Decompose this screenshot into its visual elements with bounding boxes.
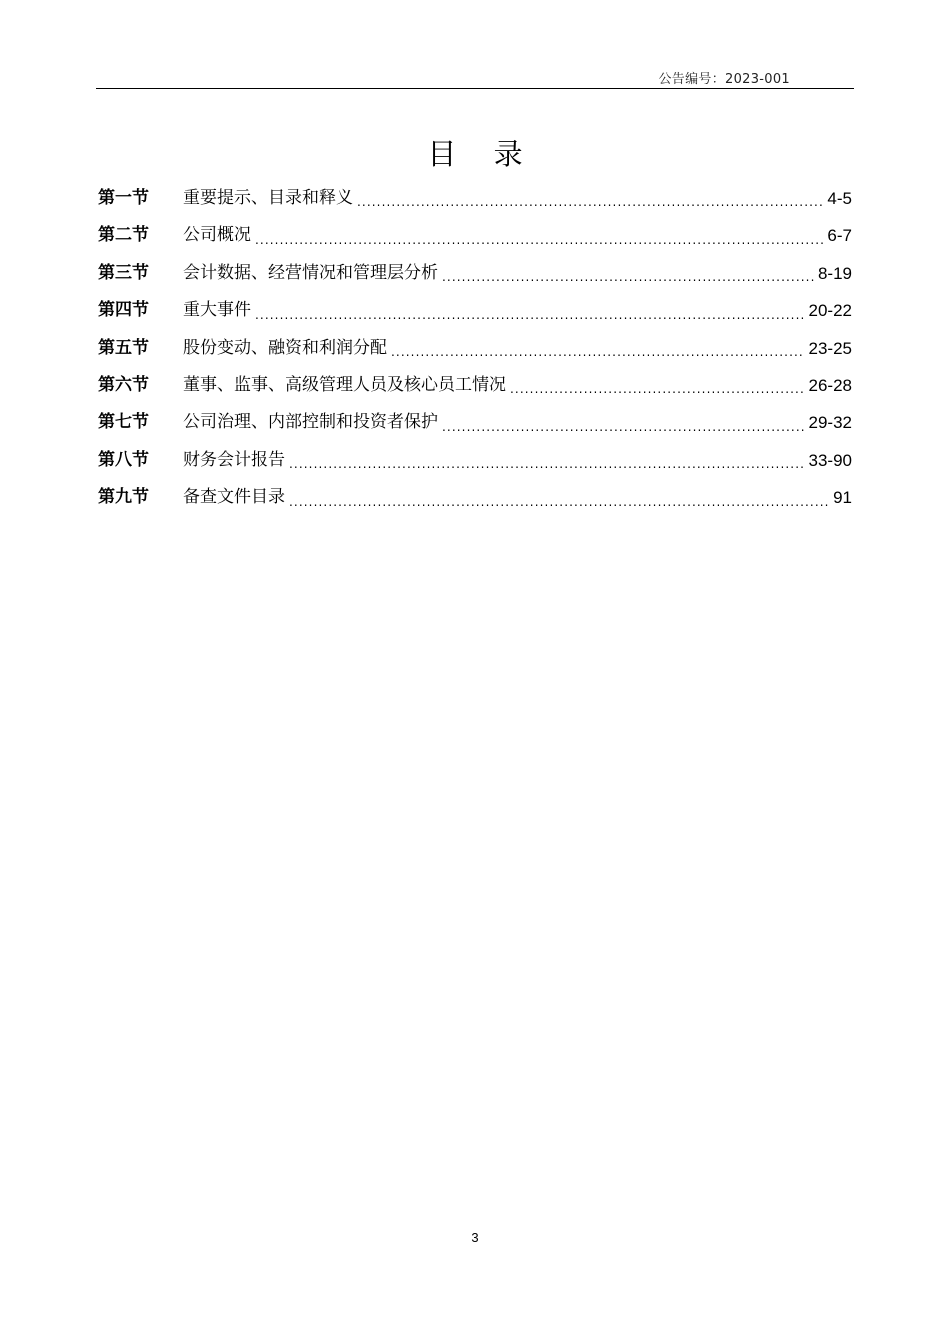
toc-section-title: 重要提示、目录和释义 [183,187,353,208]
toc-section-number: 第九节 [98,487,149,508]
toc-section-title: 公司概况 [183,225,251,246]
toc-page-range: 20-22 [808,301,852,321]
toc-section-title: 股份变动、融资和利润分配 [183,337,387,358]
toc-entry-5[interactable] [98,330,852,367]
toc-entry-4[interactable] [98,292,852,329]
toc-section-title: 重大事件 [183,300,251,321]
toc-title: 目 录 [427,137,537,171]
toc-section-number: 第七节 [98,412,149,433]
toc-page-range: 91 [833,488,852,508]
toc-dot-leader [510,367,805,404]
table-of-contents [98,180,852,517]
toc-section-number: 第一节 [98,187,149,208]
toc-dot-leader [255,292,805,329]
toc-dot-leader [391,330,805,367]
toc-dot-leader [289,442,805,479]
toc-dot-leader [442,404,805,441]
toc-page-range: 26-28 [808,375,852,395]
toc-page-range: 33-90 [808,450,852,470]
toc-section-title: 备查文件目录 [183,487,285,508]
page-number: 3 [471,1230,479,1245]
toc-dot-leader [442,255,814,292]
toc-page-range: 29-32 [808,413,852,433]
toc-dot-leader [289,479,829,516]
toc-section-number: 第四节 [98,300,149,321]
toc-section-title: 公司治理、内部控制和投资者保护 [183,412,438,433]
toc-entry-8[interactable] [98,442,852,479]
header-divider [96,88,854,89]
toc-page-range: 8-19 [817,263,852,283]
toc-section-title: 会计数据、经营情况和管理层分析 [183,262,438,283]
toc-entry-3[interactable] [98,255,852,292]
toc-entry-1[interactable] [98,180,852,217]
toc-page-range: 23-25 [808,338,852,358]
toc-section-number: 第五节 [98,337,149,358]
toc-section-title: 董事、监事、高级管理人员及核心员工情况 [183,374,506,395]
toc-entry-7[interactable] [98,404,852,441]
toc-dot-leader [357,180,823,217]
toc-section-number: 第八节 [98,449,149,470]
toc-dot-leader [255,217,823,254]
announcement-number: 公告编号：2023-001 [658,72,790,87]
toc-section-number: 第二节 [98,225,149,246]
toc-entry-2[interactable] [98,217,852,254]
toc-section-number: 第三节 [98,262,149,283]
toc-entry-9[interactable] [98,479,852,516]
toc-section-number: 第六节 [98,374,149,395]
toc-page-range: 4-5 [827,188,852,208]
toc-entry-6[interactable] [98,367,852,404]
toc-page-range: 6-7 [827,226,852,246]
toc-section-title: 财务会计报告 [183,449,285,470]
